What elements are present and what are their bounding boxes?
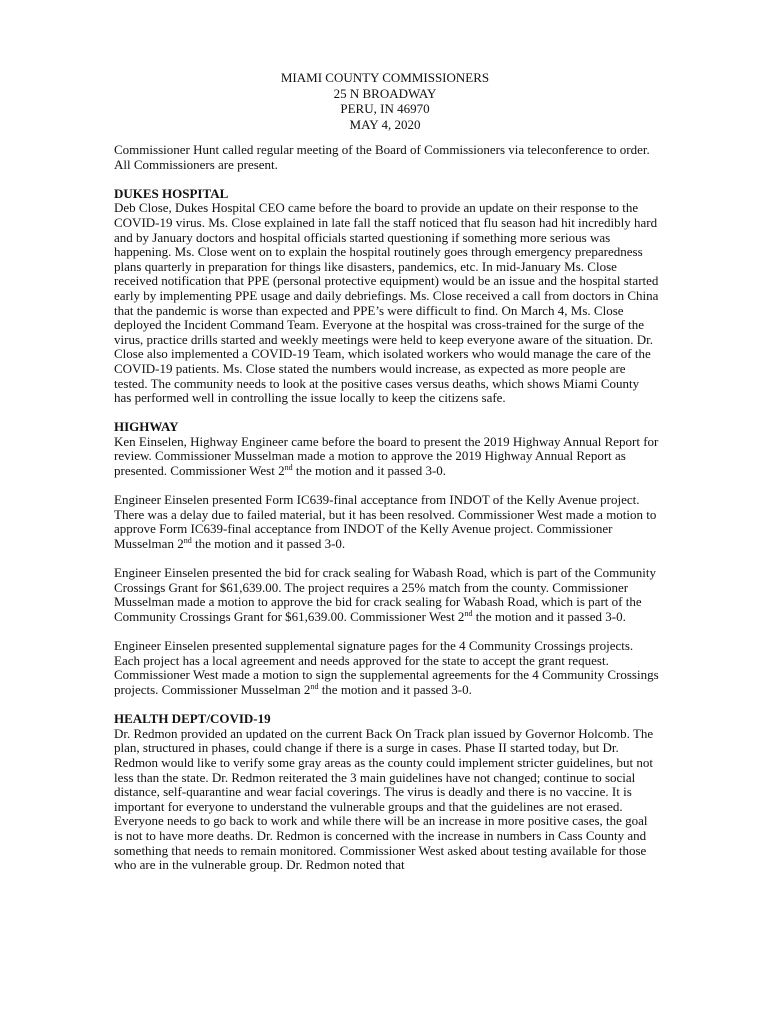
highway-heading: HIGHWAY xyxy=(114,419,179,435)
highway-paragraph-annual-report xyxy=(114,435,659,479)
health-dept-paragraph: Dr. Redmon provided an updated on the current Back On Track plan issued by Governor Holcomb. The plan, structured in phases, could change if there is a surge in cases. Phase II started today, but Dr. Redmon would like to verify some gray areas as the county could implement stricter guidelines, but not less than the state. Dr. Redmon reiterated the 3 main guidelines have not changed; continue to social distance, self-quarantine and wear facial coverings. The virus is deadly and there is no vaccine. It is important for everyone to understand the vulnerable groups and that the guidelines are not erased. Everyone needs to go back to work and while there will be an increase in more positive cases, the goal is not to have more deaths. Dr. Redmon is concerned with the increase in numbers in Cass County and something that needs to remain monitored. Commissioner West asked about testing available for those who are in the vulnerable group. Dr. Redmon noted that xyxy=(114,725,654,873)
highway-p2-text-end: the motion and it passed 3-0. xyxy=(191,536,346,552)
header-city-state-zip: PERU, IN 46970 xyxy=(340,101,430,116)
highway-paragraph-kelly-avenue xyxy=(114,493,659,551)
highway-paragraph-signature-pages xyxy=(114,639,659,697)
intro-paragraph: Commissioner Hunt called regular meeting of the Board of Commissioners via teleconference to order. All Commissioners are present. xyxy=(114,142,650,172)
highway-p2-ordinal: nd xyxy=(183,536,192,546)
dukes-hospital-heading: DUKES HOSPITAL xyxy=(114,185,229,201)
section-highway xyxy=(114,420,659,697)
highway-p1-text: Ken Einselen, Highway Engineer came before the board to present the 2019 Highway Annual Report for review. Commissioner Musselman made a motion to approve the 2019 Highway Annual Report as presented. Commissioner West 2 xyxy=(114,433,659,479)
header-org-name: MIAMI COUNTY COMMISSIONERS xyxy=(280,70,490,85)
dukes-hospital-paragraph: Deb Close, Dukes Hospital CEO came before the board to provide an update on their response to the COVID-19 virus. Ms. Close explained in late fall the staff noticed that flu season had hit incredibly hard and by January doctors and hospital officials started questioning if something more serious was happening. Ms. Close went on to explain the hospital routinely goes through emergency preparedness plans quarterly in preparation for things like disasters, pandemics, etc. In mid-January Ms. Close received notification that PPE (personal protective equipment) would be an issue and the hospital started early by implementing PPE usage and daily debriefings. Ms. Close received a call from doctors in China that the pandemic is worse than expected and PPE’s were difficult to find. On March 4, Ms. Close deployed the Incident Command Team. Everyone at the hospital was cross-trained for the surge of the virus, practice drills started and weekly meetings were held to keep everyone aware of the situation. Dr. Close also implemented a COVID-19 Team, which isolated workers who would manage the care of the COVID-19 patients. Ms. Close stated the numbers would increase, as expected as more people are tested. The community needs to look at the positive cases versus deaths, which shows Miami County has performed well in controlling the issue locally to keep the citizens safe. xyxy=(114,200,659,406)
highway-p4-ordinal: nd xyxy=(310,681,319,691)
highway-p1-ordinal: nd xyxy=(284,463,293,473)
highway-p3-ordinal: nd xyxy=(464,609,473,618)
section-health-dept xyxy=(114,712,659,873)
highway-p3-text: Engineer Einselen presented the bid for crack sealing for Wabash Road, which is part of the Community Crossings Grant for $61,639.00. The project requires a 25% match from the county. Commissioner Musselman made a motion to approve the bid for crack sealing for Wabash Road, which is part of the Community Crossings Grant for $61,639.00. Commissioner West 2 xyxy=(114,565,657,624)
highway-p2-text: Engineer Einselen presented Form IC639-final acceptance from INDOT of the Kelly Avenue project. There was a delay due to failed material, but it has been resolved. Commissioner West made a motion to approve Form IC639-final acceptance from INDOT of the Kelly Avenue project. Commissioner Musselman 2 xyxy=(114,492,657,552)
header-meeting-date: MAY 4, 2020 xyxy=(349,116,421,132)
section-dukes-hospital xyxy=(114,187,659,406)
highway-p4-text-end: the motion and it passed 3-0. xyxy=(318,681,472,697)
header-street-address: 25 N BROADWAY xyxy=(333,85,437,101)
highway-p1-text-end: the motion and it passed 3-0. xyxy=(292,463,447,479)
highway-paragraph-crack-sealing xyxy=(114,566,659,624)
health-dept-heading: HEALTH DEPT/COVID-19 xyxy=(114,711,271,727)
document-body xyxy=(114,143,659,887)
highway-p4-text: Engineer Einselen presented supplemental signature pages for the 4 Community Crossings projects. Each project has a local agreement and needs approved for the state to accept the grant request. Commissioner West made a motion to sign the supplemental agreements for the 4 Community Crossings projects. Commissioner Musselman 2 xyxy=(114,638,659,697)
highway-p3-text-end: the motion and it passed 3-0. xyxy=(472,609,626,624)
document-header xyxy=(0,70,770,132)
